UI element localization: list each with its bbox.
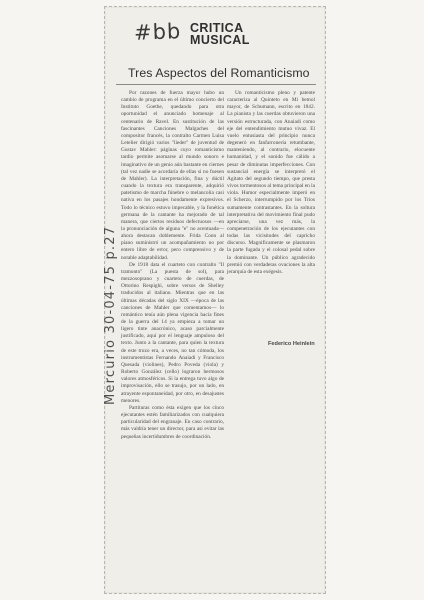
article-right-column	[227, 90, 315, 276]
handwritten-date-note: Mercurio 30-04-75 p.27	[103, 225, 118, 405]
paragraph: Partituras como ésta exigen que los cinco ejecutantes estén familiarizados con cualquiera particularidad del engranaje. En caso contrario, más valdría tener un director, para así evitar las pequeñas incertidumbres de coordinación.	[121, 404, 224, 440]
paragraph: Por razones de fuerza mayor hubo un cambio de programa en el último concierto del Instituto Goethe, quedando para otra oportunidad el anunciado homenaje al centenario de Ravel. En sustitución de las fascinantes Canciones Malgaches del compositor francés, la contralto Carmen Luisa Letelier dirigió varios "lieder" de juventud de Gustav Mahler: páginas cuyo romanticismo tardío permite asomarse al mundo sonoro e imaginativo de un genio aún bastante en ciernes (tal vez nadie se acordaría de ellas si no fuesen de Mahler). La interpretación, fina y dúctil cuando la textura era transparente, adquirió patetismo de marcha fúnebre o melancolía casi nativa en los pasajes hondamente expresivos. Todo lo técnico estuvo impecable, y la fonética germana de la cantante ha mejorado de tal manera, que ciertos residuos defectuosos —en la pronunciación de alguna "e" no acentuada— ahora destacan doblemente. Frida Conn al piano suministró un acompañamiento no por entero libre de error, pero comprensivo y de notable adaptabilidad.	[121, 90, 224, 261]
headline-divider	[116, 84, 316, 85]
section-title-line2: MUSICAL	[190, 33, 250, 47]
article-headline: Tres Aspectos del Romanticismo	[128, 66, 310, 80]
section-title-line1: CRITICA	[190, 21, 244, 35]
paragraph: De 1918 data el cuarteto con contralto "Il tramonto" (La puesta de sol), para mezzosoprano y cuarteto de cuerdas, de Ottorino Respighi, sobre versos de Shelley traducidos al italiano. Mientras que en las últimas décadas del siglo XIX —época de las canciones de Mahler que comentamos— lo romántico tenía aún plena vigencia hacia fines de la guerra del 14 ya empieza a tomar un ligero tinte anacrónico, acaso parcialmente justificado, aquí por el lenguaje ampuloso del texto. Junto a la cantante, para quien la textura de este trozo era, a veces, no tan cómoda, los instrumentistas Fernando Anaiadi y Francisco Quesada (violines), Pedro Poveda (viola) y Roberto González (cello) lograron hermosos valores atmosféricos. Si la entrega tuvo algo de improvisación, ello se trasujo, por un lado, en atrayente espontaneidad, por otro, en desajustes menores.	[121, 261, 224, 404]
author-signature: Federico Heinlein	[268, 341, 315, 347]
paragraph: Un romanticismo pleno y patente caracteriza al Quinteto en Mi bemol mayor, de Schumann, escrito en 1842. La pianista y las cuerdas obtuvieron una versión estructurada, con Anaiadi como eje del entendimiento mutuo vivaz. El vuelo entusiasta del principio nunca degeneró en fanfarronería retumbante, manteniendo, al contrario, elocuente humanidad, y el sonido fue cálido a pesar de diminutas imperfecciones. Con sustancial energía se interpretó el Agitato del segundo tiempo, que presta vivos tormentosos al tema principal en la viola. Humor especialmente imperó en el Scherzo, interrumpido por los Trios sumamente contrastantes. En la soltura interpretativa del movimiento final pudo apreciarse, una vez más, la compenetración de los ejecutantes con todas las vicisitudes del capricho discurso. Magnificamente se plasmaron la parte fugada y el colosal pedal sobre la dominante. Un público agradecido premió con verdaderas ovaciones la alta jerarquía de esta exégesis.	[227, 90, 315, 275]
article-left-column	[121, 90, 224, 441]
handwritten-mark: #bb	[133, 19, 182, 45]
section-title	[190, 22, 250, 46]
